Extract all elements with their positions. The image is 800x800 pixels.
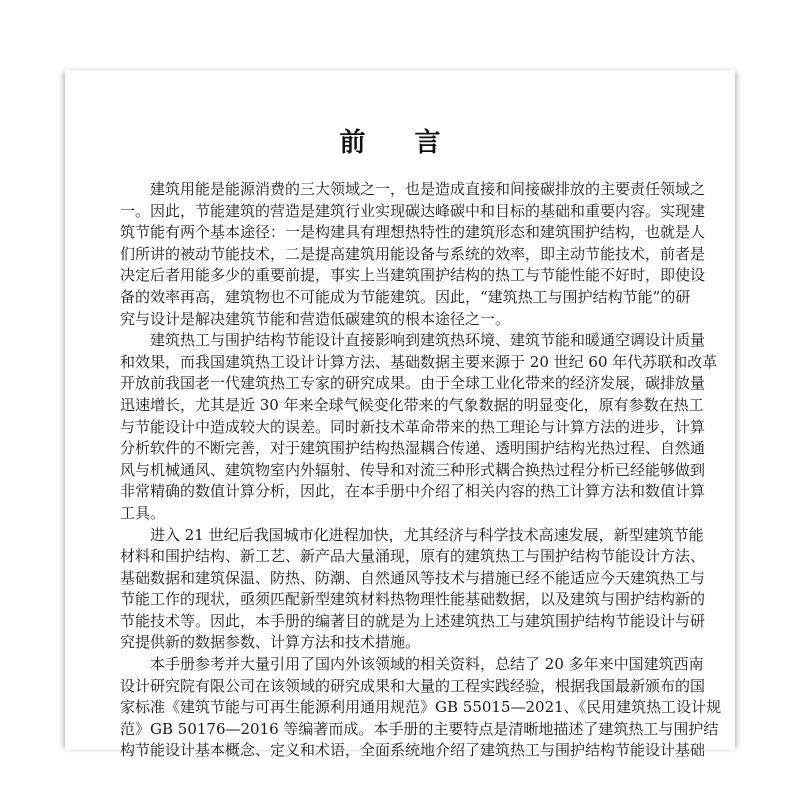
text-line: 设计研究院有限公司在该领域的研究成果和大量的工程实践经验，根据我国最新颁布的国 [120,676,706,695]
text-line: 分析软件的不断完善，对于建筑围护结构热湿耦合传递、透明围护结构光热过程、自然通 [120,439,706,458]
page-title: 前 言 [339,128,461,158]
text-line: 决定后者用能多少的重要前提，事实上当建筑围护结构的热工与节能性能不好时，即使设 [120,266,706,285]
text-line: 风与机械通风、建筑物室内外辐射、传导和对流三种形式耦合换热过程分析已经能够做到 [120,460,706,479]
text-line: 范》GB 50176—2016 等编著而成。本手册的主要特点是清晰地描述了建筑热工与围护结 [120,719,719,738]
text-line: 与节能设计中造成较大的误差。同时新技术革命带来的热工理论与计算方法的进步，计算 [120,417,706,436]
text-line: 材料和围护结构、新工艺、新产品大量涌现，原有的建筑热工与围护结构节能设计方法、 [120,547,706,566]
text-line: 一。因此，节能建筑的营造是建筑行业实现碳达峰碳中和目标的基础和重要内容。实现建 [120,201,706,220]
text-line: 备的效率再高，建筑物也不可能成为节能建筑。因此，“建筑热工与围护结构节能”的研 [120,287,691,306]
paragraph [120,525,706,655]
document-page [65,70,735,760]
text-line: 建筑用能是能源消费的三大领域之一，也是造成直接和间接碳排放的主要责任领域之 [150,180,706,198]
text-line: 迅速增长，尤其是近 30 年来全球气候变化带来的气象数据的明显变化，原有参数在热工 [120,395,704,414]
text-line: 家标准《建筑节能与可再生能源利用通用规范》GB 55015—2021、《民用建筑热工设计规 [120,698,722,717]
text-line: 节能技术等。因此，本手册的编著目的就是为上述建筑热工与建筑围护结构节能设计与研 [120,611,706,630]
paragraph [120,330,718,524]
paragraph [120,654,722,762]
preface-body [120,179,722,762]
text-line: 本手册参考并大量引用了国内外该领域的相关资料，总结了 20 多年来中国建筑西南 [150,655,704,674]
text-line: 非常精确的数值计算分析，因此，在本手册中介绍了相关内容的热工计算方法和数值计算 [120,482,706,501]
text-line: 节能工作的现状，亟须匹配新型建筑材料热物理性能基础数据，以及建筑与围护结构新的 [120,590,706,609]
text-line: 和效果，而我国建筑热工设计计算方法、基础数据主要来源于 20 世纪 60 年代苏联和改革 [120,352,718,371]
text-line: 筑节能有两个基本途径：一是构建具有理想热特性的建筑形态和建筑围护结构，也就是人 [120,223,706,242]
text-line: 开放前我国老一代建筑热工专家的研究成果。由于全球工业化带来的经济发展，碳排放量 [120,374,706,393]
text-line: 基础数据和建筑保温、防热、防潮、自然通风等技术与措施已经不能适应今天建筑热工与 [120,568,706,587]
text-line: 究提供新的数据参数、计算方法和技术措施。 [120,633,421,652]
text-line: 们所讲的被动节能技术，二是提高建筑用能设备与系统的效率，即主动节能技术，前者是 [120,244,706,263]
text-line: 构节能设计基本概念、定义和术语，全面系统地介绍了建筑热工与围护结构节能设计基础 [120,741,706,760]
text-line: 工具。 [120,503,166,522]
text-line: 进入 21 世纪后我国城市化进程加快，尤其经济与科学技术高速发展，新型建筑节能 [150,525,704,544]
text-line: 究与设计是解决建筑节能和营造低碳建筑的根本途径之一。 [120,309,511,328]
text-line: 建筑热工与围护结构节能设计直接影响到建筑热环境、建筑节能和暖通空调设计质量 [150,331,706,350]
paragraph [120,179,706,330]
